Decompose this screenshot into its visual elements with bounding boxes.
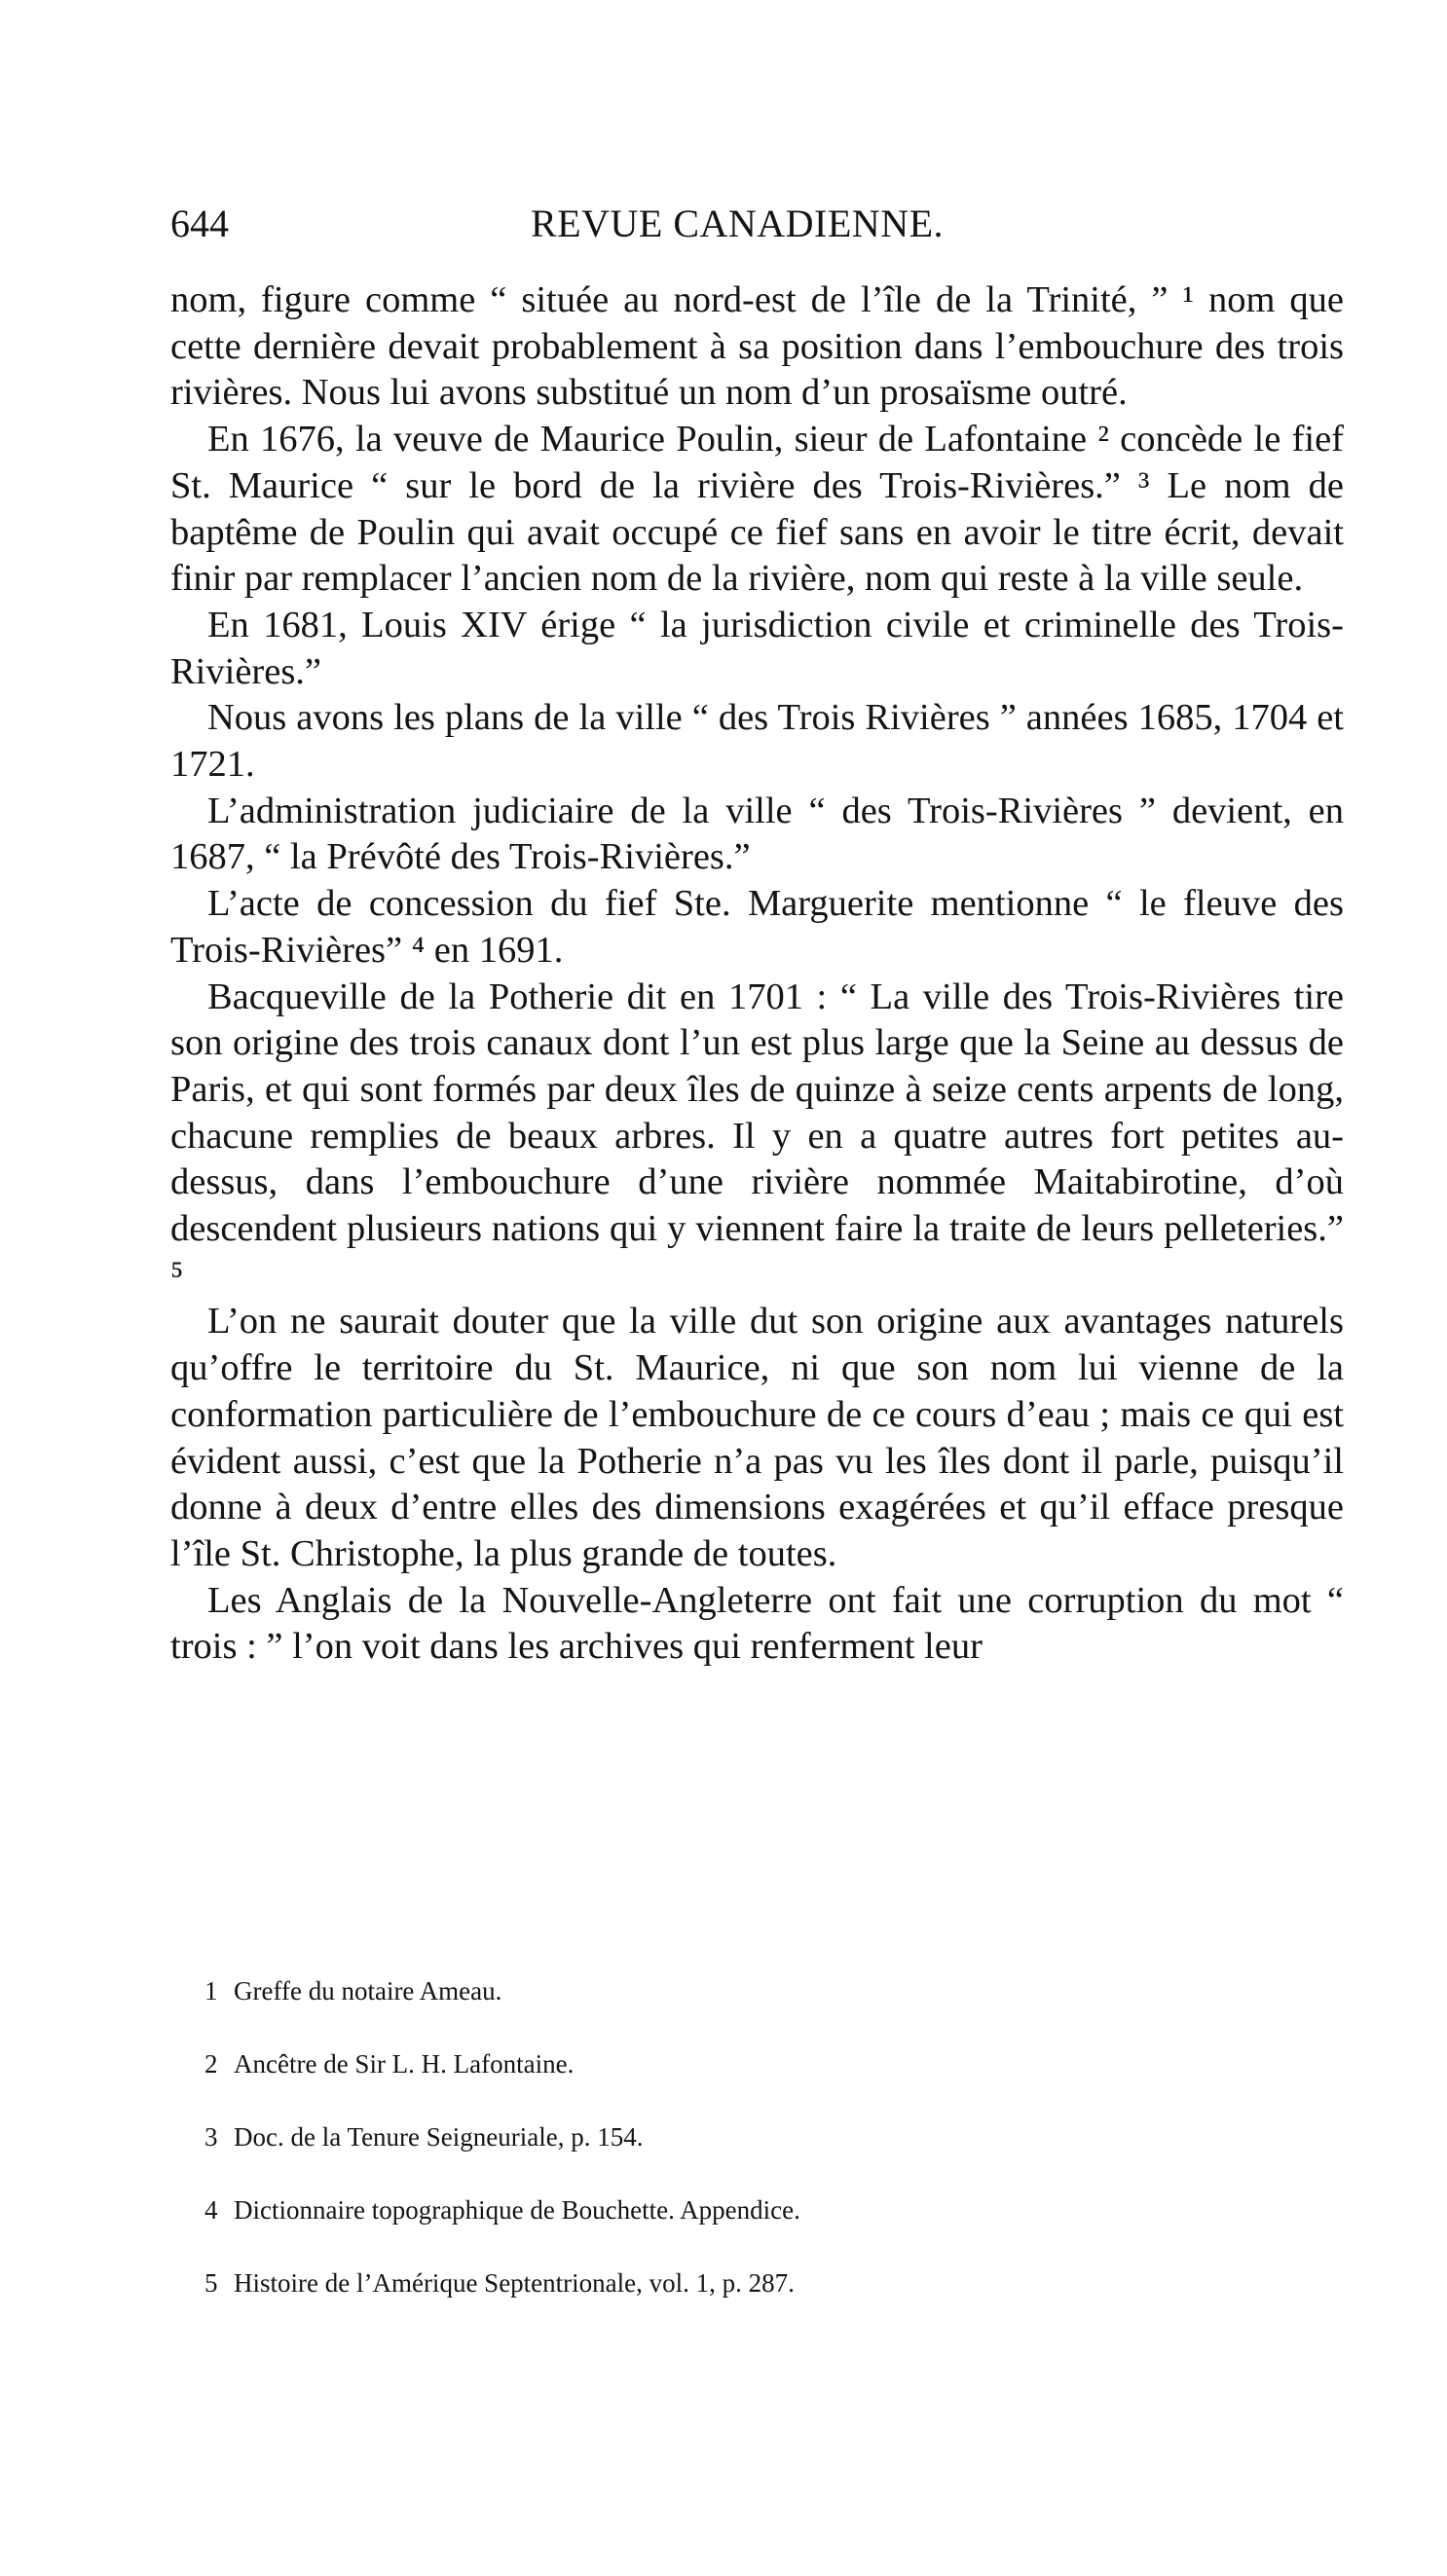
- body-text: [170, 277, 1344, 1671]
- footnote: [204, 2268, 795, 2299]
- paragraph: Les Anglais de la Nouvelle-Angleterre ont fait une corruption du mot “ trois : ” l’on voit dans les archives qui renferment leur: [170, 1579, 1344, 1668]
- footnote-number: 5: [204, 2268, 218, 2298]
- footnote-number: 2: [204, 2049, 218, 2079]
- paragraph: En 1681, Louis XIV érige “ la jurisdiction civile et criminelle des Trois-Rivières.”: [170, 604, 1344, 692]
- paragraph: nom, figure comme “ située au nord-est de l’île de la Trinité, ” ¹ nom que cette dernière devait probablement à sa position dans l’embouchure des trois rivières. Nous lui avons substitué un nom d’un prosaïsme outré.: [170, 279, 1344, 414]
- footnote-text: Dictionnaire topographique de Bouchette. Appendice.: [234, 2195, 800, 2225]
- footnote-text: Greffe du notaire Ameau.: [234, 1976, 502, 2006]
- paragraph: Bacqueville de la Potherie dit en 1701 : “ La ville des Trois-Rivières tire son origine des trois canaux dont l’un est plus large que la Seine au dessus de Paris, et qui sont formés par deux îles de quinze à seize cents arpents de long, chacune remplies de beaux arbres. Il y en a quatre autres fort petites au-dessus, dans l’embouchure d’une rivière nommée Maitabirotine, d’où descendent plusieurs nations qui y viennent faire la traite de leurs pelleteries.” ⁵: [170, 975, 1344, 1296]
- paragraph: En 1676, la veuve de Maurice Poulin, sieur de Lafontaine ² concède le fief St. Maurice “ sur le bord de la rivière des Trois-Rivières.” ³ Le nom de baptême de Poulin qui avait occupé ce fief sans en avoir le titre écrit, devait finir par remplacer l’ancien nom de la rivière, nom qui reste à la ville seule.: [170, 419, 1344, 600]
- paragraph: L’on ne saurait douter que la ville dut son origine aux avantages naturels qu’offre le territoire du St. Maurice, ni que son nom lui vienne de la conformation particulière de l’embouchure de ce cours d’eau ; mais ce qui est évident aussi, c’est que la Potherie n’a pas vu les îles dont il parle, puisqu’il donne à deux d’entre elles des dimensions exagérées et qu’il efface presque l’île St. Christophe, la plus grande de toutes.: [170, 1301, 1344, 1574]
- page-header: [170, 200, 1349, 248]
- footnote-number: 4: [204, 2195, 218, 2225]
- footnote-text: Doc. de la Tenure Seigneuriale, p. 154.: [234, 2122, 644, 2152]
- footnote-number: 1: [204, 1976, 218, 2006]
- footnote: [204, 1976, 501, 2006]
- footnote-number: 3: [204, 2122, 218, 2152]
- paragraph: L’acte de concession du fief Ste. Marguerite mentionne “ le fleuve des Trois-Rivières” ⁴ en 1691.: [170, 883, 1344, 971]
- footnote: [204, 2049, 574, 2079]
- running-title: REVUE CANADIENNE.: [531, 202, 945, 245]
- footnote-text: Histoire de l’Amérique Septentrionale, vol. 1, p. 287.: [234, 2268, 795, 2298]
- footnote: [204, 2122, 643, 2153]
- paragraph: Nous avons les plans de la ville “ des Trois Rivières ” années 1685, 1704 et 1721.: [170, 697, 1344, 786]
- paragraph: L’administration judiciaire de la ville “ des Trois-Rivières ” devient, en 1687, “ la Prévôté des Trois-Rivières.”: [170, 790, 1344, 878]
- page-number: 644: [170, 202, 229, 245]
- footnote: [204, 2195, 800, 2226]
- footnote-text: Ancêtre de Sir L. H. Lafontaine.: [234, 2049, 575, 2079]
